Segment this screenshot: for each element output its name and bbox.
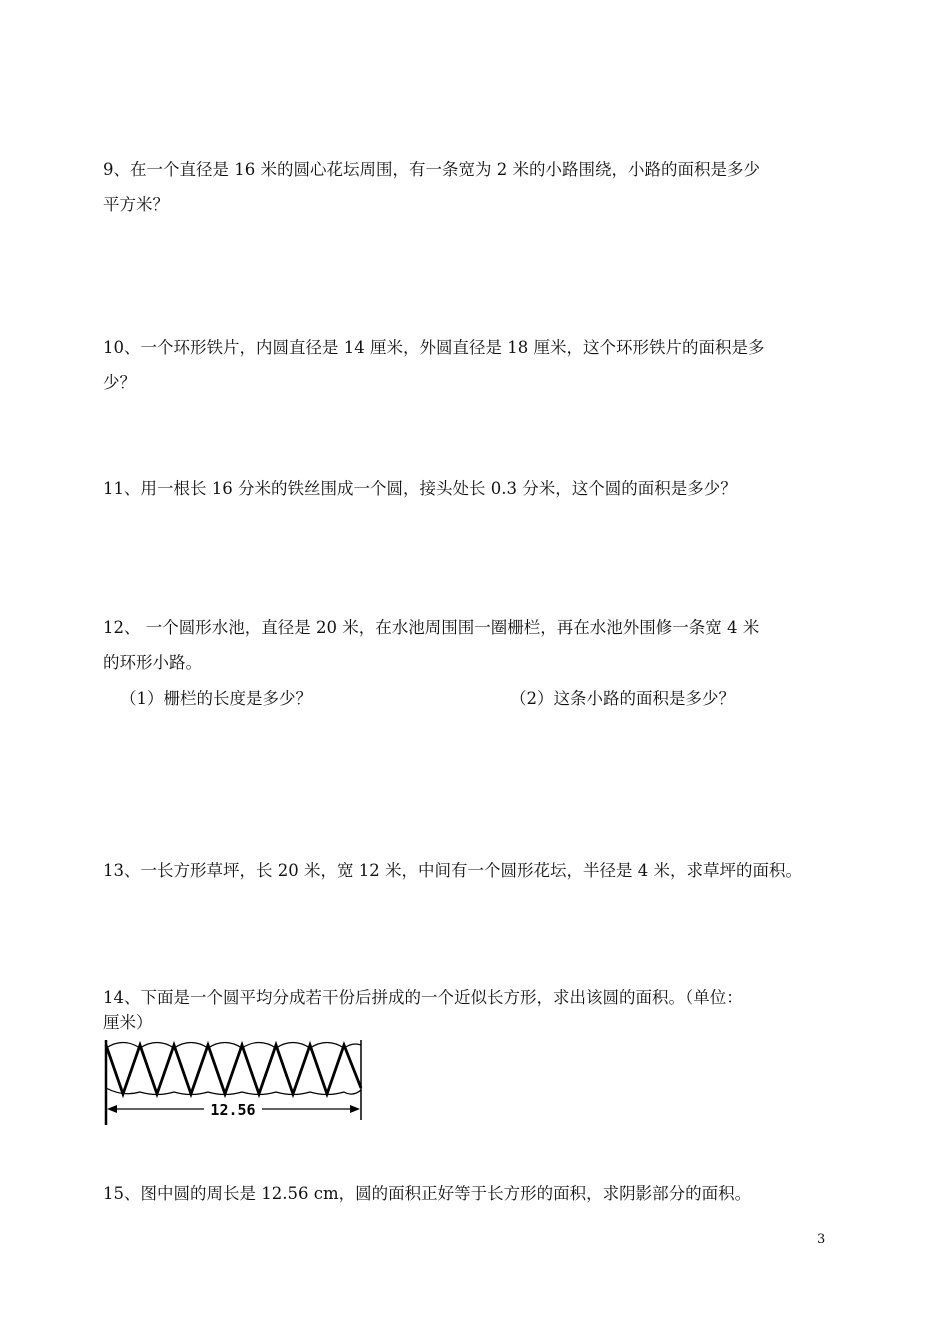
question-12-sub-1: （1）栅栏的长度是多少？ <box>120 689 312 708</box>
question-10-line-2: 少？ <box>103 373 136 392</box>
approx-rectangle-figure <box>103 1040 365 1125</box>
right-arrowhead-icon <box>350 1105 360 1113</box>
question-9 <box>103 152 833 222</box>
question-13 <box>103 853 833 888</box>
question-14-line-2: 厘米） <box>103 1013 153 1032</box>
figure-top-arcs <box>106 1043 361 1049</box>
question-15-line-1: 15、图中圆的周长是 12.56 cm，圆的面积正好等于长方形的面积，求阴影部分的面积。 <box>103 1184 752 1203</box>
question-9-line-2: 平方米？ <box>103 195 169 214</box>
question-12-line-2: 的环形小路。 <box>103 653 202 672</box>
page-number: 3 <box>817 1232 826 1247</box>
left-arrowhead-icon <box>107 1105 117 1113</box>
question-12-sub-2: （2）这条小路的面积是多少？ <box>510 689 735 708</box>
question-15 <box>103 1176 833 1211</box>
question-12-line-1: 12、 一个圆形水池，直径是 20 米，在水池周围围一圈栅栏，再在水池外围修一条宽 4 米 <box>103 618 760 637</box>
question-14 <box>103 985 833 1035</box>
question-10 <box>103 330 833 400</box>
question-11-line-1: 11、用一根长 16 分米的铁丝围成一个圆，接头处长 0.3 分米，这个圆的面积是多少？ <box>103 479 737 498</box>
question-9-line-1: 9、在一个直径是 16 米的圆心花坛周围，有一条宽为 2 米的小路围绕，小路的面积是多少 <box>103 160 760 179</box>
question-11 <box>103 471 833 506</box>
question-10-line-1: 10、一个环形铁片，内圆直径是 14 厘米，外圆直径是 18 厘米，这个环形铁片的面积是多 <box>103 338 765 357</box>
question-14-line-1: 14、下面是一个圆平均分成若干份后拼成的一个近似长方形，求出该圆的面积。（单位： <box>103 988 743 1007</box>
question-13-line-1: 13、一长方形草坪，长 20 米，宽 12 米，中间有一个圆形花坛，半径是 4 米，求草坪的面积。 <box>103 861 802 880</box>
question-12 <box>103 610 833 680</box>
figure-zigzag <box>106 1045 361 1094</box>
figure-bottom-arcs <box>106 1088 361 1095</box>
dimension-label: 12.56 <box>210 1101 256 1119</box>
